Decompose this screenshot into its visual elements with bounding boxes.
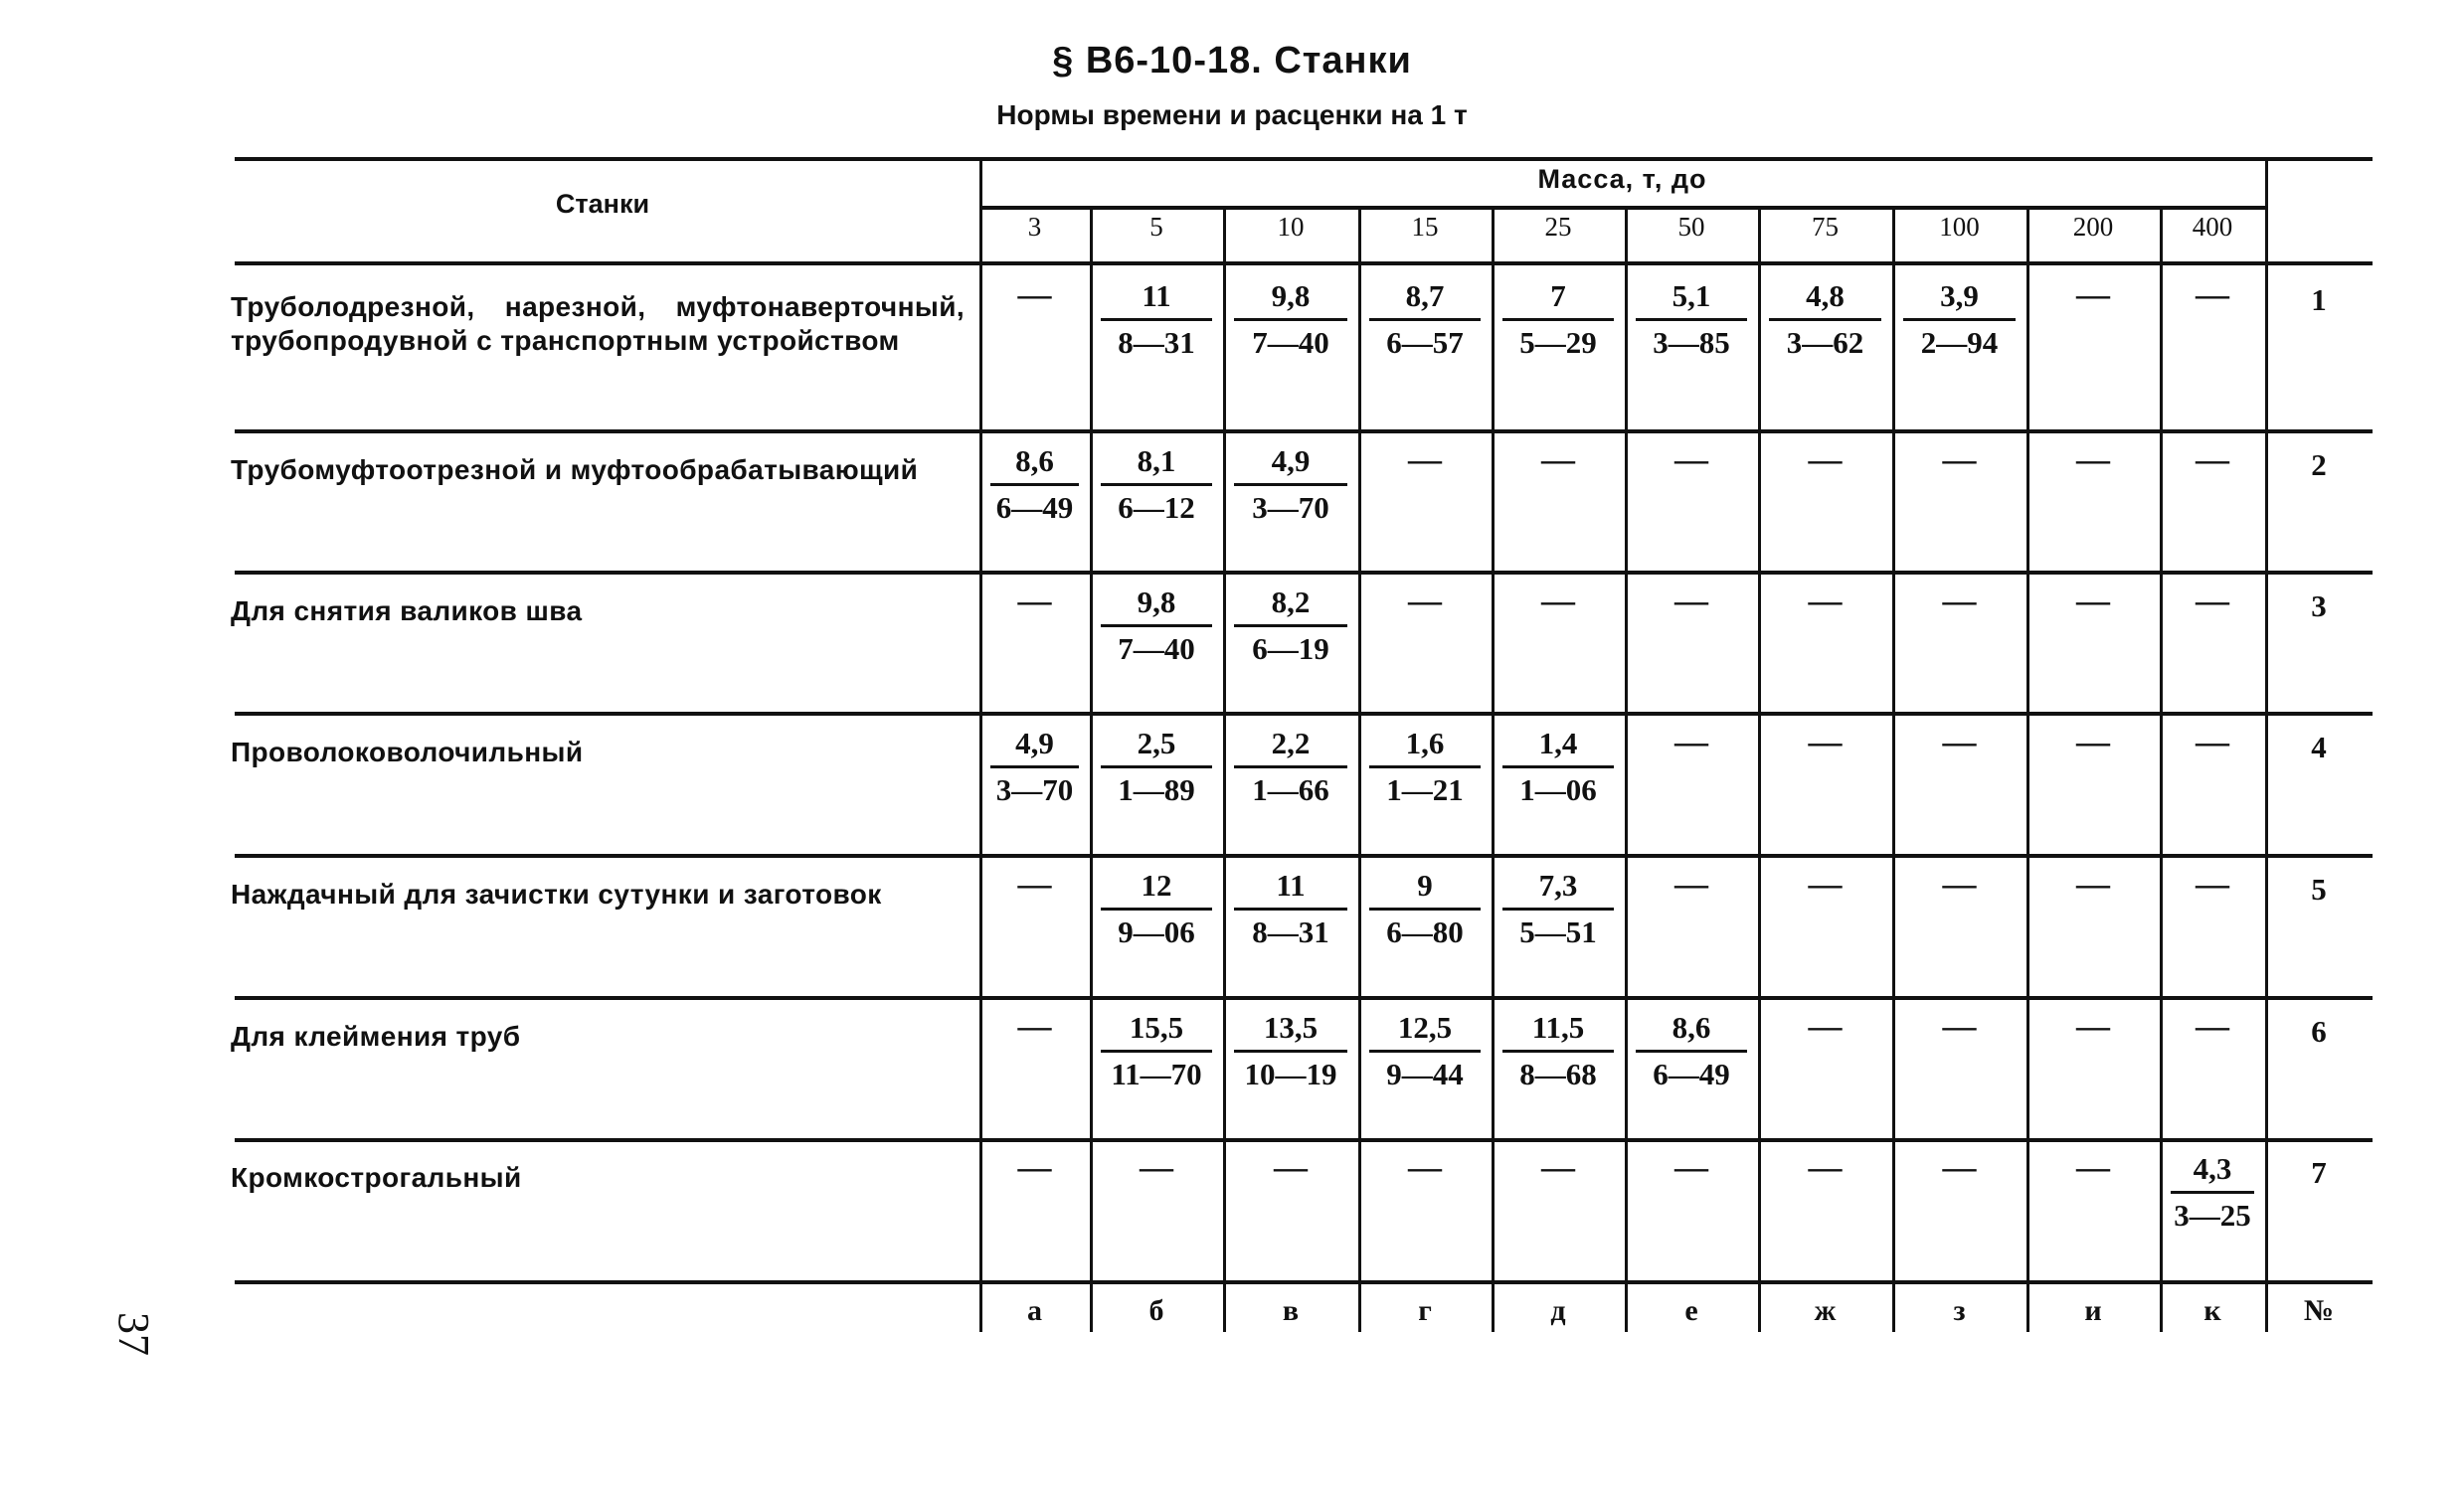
empty-dash: — <box>2076 441 2110 478</box>
rate-value: 3—25 <box>2174 1198 2251 1233</box>
empty-dash: — <box>1140 1149 1173 1186</box>
time-norm: 2,2 <box>1271 726 1311 760</box>
empty-dash: — <box>1017 1008 1052 1045</box>
header-col-mass: 100 <box>1939 212 1980 242</box>
empty-dash: — <box>1408 441 1442 478</box>
rate-value: 6—80 <box>1386 915 1464 949</box>
rate-value: 9—44 <box>1386 1057 1464 1091</box>
time-norm: 11 <box>1276 868 1306 903</box>
rate-value: 10—19 <box>1244 1057 1337 1091</box>
time-norm: 12 <box>1141 868 1172 903</box>
header-col-mass: 50 <box>1677 212 1705 242</box>
empty-dash: — <box>2076 1149 2110 1186</box>
footer-letter: к <box>2203 1294 2221 1327</box>
row-name: Кромкострогальный <box>231 1162 522 1193</box>
rate-value: 3—85 <box>1653 325 1730 360</box>
rate-cell <box>1090 274 1223 365</box>
rate-value: 6—19 <box>1252 631 1329 666</box>
time-norm: 9,8 <box>1137 584 1176 619</box>
time-norm: 4,3 <box>2193 1151 2232 1186</box>
row-number: 1 <box>2311 282 2327 317</box>
rate-cell <box>979 439 1090 530</box>
empty-dash: — <box>1274 1149 1308 1186</box>
rule-row <box>235 996 2373 1000</box>
rate-value: 2—94 <box>1920 325 1999 360</box>
time-norm: 8,6 <box>1672 1010 1711 1045</box>
rate-value: 1—21 <box>1386 772 1464 807</box>
time-norm: 8,7 <box>1405 278 1445 313</box>
time-norm: 15,5 <box>1129 1010 1184 1045</box>
empty-dash: — <box>2196 276 2229 313</box>
rate-cell <box>1358 1006 1492 1096</box>
empty-dash: — <box>1942 1008 1977 1045</box>
row-name: Для снятия валиков шва <box>231 595 583 626</box>
section-title: § В6-10-18. Станки <box>1052 40 1412 82</box>
time-norm: 7,3 <box>1538 868 1578 903</box>
rule-row <box>235 571 2373 575</box>
footer-letter: а <box>1027 1294 1042 1327</box>
footer-letter: г <box>1418 1294 1432 1327</box>
row-number: 5 <box>2311 872 2327 907</box>
empty-dash: — <box>2196 1008 2229 1045</box>
rate-cell <box>1223 581 1358 671</box>
time-norm: 4,8 <box>1806 278 1845 313</box>
header-massa: Масса, т, до <box>1537 164 1707 194</box>
rate-cell <box>1492 274 1625 365</box>
header-col-mass: 75 <box>1812 212 1839 242</box>
row-number: 3 <box>2311 588 2327 623</box>
empty-dash: — <box>2076 724 2110 760</box>
empty-dash: — <box>2196 724 2229 760</box>
row-number: 4 <box>2311 730 2327 764</box>
rate-cell <box>1492 722 1625 812</box>
empty-dash: — <box>1942 441 1977 478</box>
time-norm: 13,5 <box>1263 1010 1319 1045</box>
header-stanki: Станки <box>555 189 650 219</box>
rate-cell <box>1090 864 1223 954</box>
time-norm: 5,1 <box>1672 278 1711 313</box>
rate-value: 5—51 <box>1519 915 1597 949</box>
footer-letter: д <box>1550 1294 1566 1327</box>
rate-value: 7—40 <box>1118 631 1195 666</box>
rate-value: 8—31 <box>1252 915 1329 949</box>
empty-dash: — <box>1942 866 1977 903</box>
rate-cell <box>1090 722 1223 812</box>
rate-cell <box>1625 1006 1758 1096</box>
table-subtitle: Нормы времени и расценки на 1 т <box>996 99 1468 130</box>
rate-value: 1—06 <box>1519 772 1597 807</box>
empty-dash: — <box>1541 441 1575 478</box>
rule-row <box>235 854 2373 858</box>
empty-dash: — <box>1674 583 1708 619</box>
header-col-mass: 200 <box>2072 212 2114 242</box>
empty-dash: — <box>2196 441 2229 478</box>
time-norm: 8,1 <box>1137 443 1176 478</box>
time-norm: 11 <box>1142 278 1171 313</box>
row-name: Трубомуфтоотрезной и муфтообрабатывающий <box>231 454 919 485</box>
empty-dash: — <box>2076 1008 2110 1045</box>
rate-value: 6—49 <box>1653 1057 1730 1091</box>
time-norm: 2,5 <box>1137 726 1176 760</box>
time-norm: 9 <box>1417 868 1433 903</box>
empty-dash: — <box>2076 276 2110 313</box>
rate-cell <box>2160 1147 2265 1238</box>
rule-row <box>235 712 2373 716</box>
empty-dash: — <box>1674 441 1708 478</box>
time-norm: 8,2 <box>1271 584 1311 619</box>
rule-top <box>235 157 2373 161</box>
row-name: Наждачный для зачистки сутунки и заготовок <box>231 879 882 910</box>
time-norm: 7 <box>1550 278 1566 313</box>
header-col-mass: 5 <box>1149 212 1163 242</box>
footer-letter: б <box>1148 1294 1164 1327</box>
empty-dash: — <box>1017 866 1052 903</box>
header-col-mass: 3 <box>1027 212 1042 242</box>
rate-value: 8—31 <box>1118 325 1195 360</box>
page-number: 37 <box>109 1312 158 1356</box>
rate-value: 11—70 <box>1111 1057 1202 1091</box>
row-number: 7 <box>2311 1155 2327 1190</box>
rate-cell <box>1358 722 1492 812</box>
time-norm: 4,9 <box>1271 443 1311 478</box>
time-norm: 3,9 <box>1940 278 1979 313</box>
rate-cell <box>1492 864 1625 954</box>
rate-cell <box>1223 274 1358 365</box>
rate-cell <box>1090 439 1223 530</box>
rule-row <box>235 429 2373 433</box>
footer-letter: е <box>1684 1294 1698 1327</box>
rule-row <box>235 1138 2373 1142</box>
empty-dash: — <box>1017 583 1052 619</box>
rate-value: 6—12 <box>1118 490 1195 525</box>
rate-cell <box>1492 1006 1625 1096</box>
row-name: Проволоковолочильный <box>231 737 584 767</box>
empty-dash: — <box>1674 1149 1708 1186</box>
time-norm: 1,4 <box>1538 726 1578 760</box>
rate-value: 1—89 <box>1118 772 1195 807</box>
rate-cell <box>979 722 1090 812</box>
rule-row <box>235 1280 2373 1284</box>
header-col-mass: 400 <box>2192 212 2233 242</box>
empty-dash: — <box>1541 583 1575 619</box>
empty-dash: — <box>1808 441 1843 478</box>
rate-value: 7—40 <box>1252 325 1329 360</box>
rate-cell <box>1892 274 2026 365</box>
empty-dash: — <box>2196 583 2229 619</box>
empty-dash: — <box>1017 1149 1052 1186</box>
rate-cell <box>1090 1006 1223 1096</box>
rate-value: 1—66 <box>1252 772 1329 807</box>
time-norm: 12,5 <box>1397 1010 1453 1045</box>
empty-dash: — <box>1942 1149 1977 1186</box>
empty-dash: — <box>1808 1149 1843 1186</box>
empty-dash: — <box>1808 866 1843 903</box>
empty-dash: — <box>1808 1008 1843 1045</box>
time-norm: 9,8 <box>1271 278 1311 313</box>
header-col-mass: 15 <box>1411 212 1439 242</box>
rate-cell <box>1358 864 1492 954</box>
empty-dash: — <box>1674 866 1708 903</box>
header-col-mass: 25 <box>1544 212 1572 242</box>
empty-dash: — <box>1942 724 1977 760</box>
rate-value: 9—06 <box>1118 915 1195 949</box>
rate-cell <box>1223 439 1358 530</box>
footer-letter: ж <box>1814 1294 1837 1327</box>
rate-cell <box>1223 864 1358 954</box>
time-norm: 8,6 <box>1015 443 1054 478</box>
footer-letter: и <box>2084 1294 2102 1327</box>
rate-cell <box>1358 274 1492 365</box>
footer-letter: з <box>1953 1294 1966 1327</box>
rate-value: 6—49 <box>995 490 1074 525</box>
time-norm: 4,9 <box>1015 726 1054 760</box>
rate-cell <box>1223 722 1358 812</box>
empty-dash: — <box>2076 583 2110 619</box>
rate-value: 3—70 <box>1252 490 1329 525</box>
header-col-mass: 10 <box>1277 212 1305 242</box>
rate-cell <box>1090 581 1223 671</box>
empty-dash: — <box>1808 583 1843 619</box>
row-number: 2 <box>2311 447 2327 482</box>
rate-value: 3—62 <box>1786 325 1864 360</box>
rate-cell <box>1758 274 1892 365</box>
rate-value: 5—29 <box>1519 325 1597 360</box>
rule-sub <box>979 206 2265 210</box>
empty-dash: — <box>1408 1149 1442 1186</box>
empty-dash: — <box>2196 866 2229 903</box>
empty-dash: — <box>1808 724 1843 760</box>
time-norm: 11,5 <box>1531 1010 1585 1045</box>
rule-row <box>235 261 2373 265</box>
rate-cell <box>1625 274 1758 365</box>
empty-dash: — <box>1541 1149 1575 1186</box>
footer-letter: № <box>2303 1294 2335 1327</box>
row-name: Для клеймения труб <box>231 1021 521 1052</box>
footer-letter: в <box>1282 1294 1300 1327</box>
row-number: 6 <box>2311 1014 2327 1049</box>
row-name: Труболодрезной, нарезной, муфтонаверточный, трубопродувной с транспортным устройством <box>231 291 965 356</box>
empty-dash: — <box>2076 866 2110 903</box>
rate-value: 8—68 <box>1519 1057 1597 1091</box>
rate-value: 3—70 <box>995 772 1074 807</box>
empty-dash: — <box>1408 583 1442 619</box>
rate-cell <box>1223 1006 1358 1096</box>
empty-dash: — <box>1674 724 1708 760</box>
time-norm: 1,6 <box>1405 726 1445 760</box>
empty-dash: — <box>1942 583 1977 619</box>
rate-value: 6—57 <box>1386 325 1464 360</box>
empty-dash: — <box>1017 276 1052 313</box>
